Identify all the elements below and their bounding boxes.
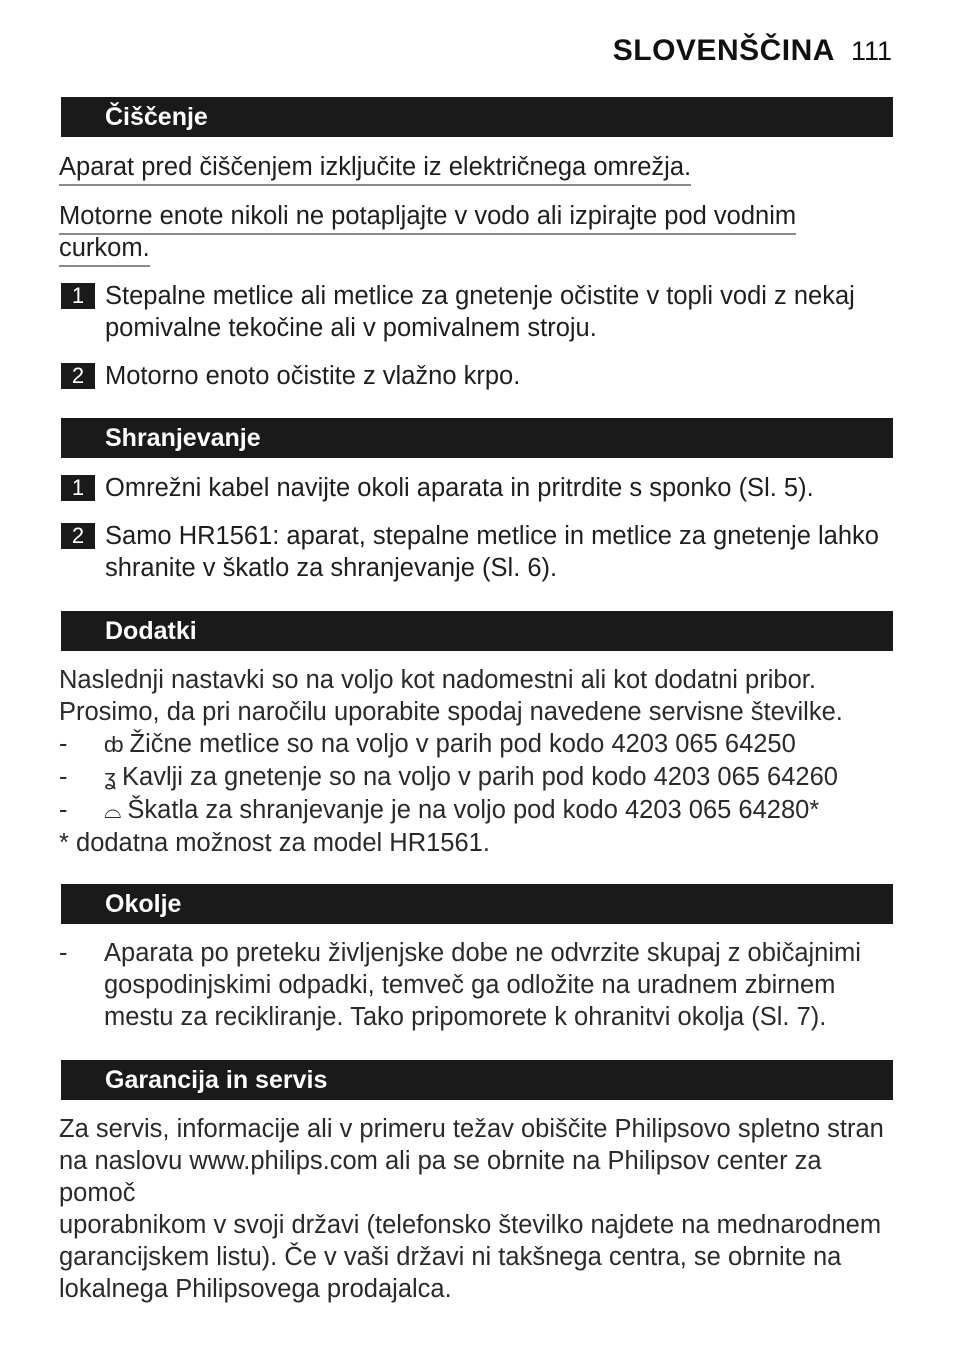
section-heading-cleaning: Čiščenje — [61, 97, 893, 137]
language-title: SLOVENŠČINA — [612, 34, 835, 67]
accessory-item: - ȸ Žične metlice so na voljo v parih pod kodo 4203 065 64250 — [59, 728, 899, 761]
accessory-item: - ʓ Kavlji za gnetenje so na voljo v parih pod kodo 4203 065 64260 — [59, 761, 899, 794]
cleaning-warning-2: Motorne enote nikoli ne potapljajte v vodo ali izpirajte pod vodnim curkom. — [59, 200, 859, 264]
dough-hook-icon: ʓ — [104, 765, 116, 790]
section-heading-accessories: Dodatki — [61, 611, 893, 651]
storage-box-icon: ⌓ — [104, 798, 122, 823]
step-text-line: pomivalne tekočine ali v pomivalnem stroju. — [105, 314, 597, 342]
guarantee-line: Za servis, informacije ali v primeru težav obiščite Philipsovo spletno stran — [59, 1115, 884, 1143]
accessories-intro-line: Naslednji nastavki so na voljo kot nadomestni ali kot dodatni pribor. — [59, 666, 816, 694]
environment-line: Aparata po preteku življenjske dobe ne odvrzite skupaj z običajnimi — [104, 939, 861, 967]
accessory-item: - ⌓ Škatla za shranjevanje je na voljo pod kodo 4203 065 64280* — [59, 794, 899, 827]
step-text: Motorno enoto očistite z vlažno krpo. — [105, 362, 521, 390]
step-text-line: Samo HR1561: aparat, stepalne metlice in metlice za gnetenje lahko — [105, 522, 879, 550]
step-number: 2 — [61, 523, 95, 549]
environment-item: - Aparata po preteku življenjske dobe ne odvrzite skupaj z običajnimi gospodinjskimi odpadki, temveč ga odložite na uradnem zbirnem mestu za recikliranje. Tako pripomorete k ohranitvi okolja (Sl. 7). — [59, 939, 861, 1031]
guarantee-line: lokalnega Philipsovega prodajalca. — [59, 1275, 452, 1303]
guarantee-line: garancijskem listu). Če v vaši državi ni takšnega centra, se obrnite na — [59, 1243, 842, 1271]
guarantee-body — [59, 1113, 899, 1305]
cleaning-warning-1: Aparat pred čiščenjem izključite iz električnega omrežja. — [59, 151, 691, 183]
guarantee-line: na naslovu www.philips.com ali pa se obrnite na Philipsov center za pomoč — [59, 1147, 822, 1207]
storage-step-1 — [61, 472, 901, 504]
accessories-intro-line: Prosimo, da pri naročilu uporabite spodaj navedene servisne številke. — [59, 698, 843, 726]
section-heading-storage: Shranjevanje — [61, 418, 893, 458]
storage-step-2 — [61, 520, 901, 584]
cleaning-step-2 — [61, 360, 901, 392]
cleaning-step-1 — [61, 280, 901, 344]
accessories-footnote: * dodatna možnost za model HR1561. — [59, 829, 490, 857]
guarantee-line: uporabnikom v svoji državi (telefonsko številko najdete na mednarodnem — [59, 1211, 882, 1239]
step-text: Omrežni kabel navijte okoli aparata in pritrdite s sponko (Sl. 5). — [105, 474, 814, 502]
accessories-body — [59, 664, 899, 859]
step-text-line: shranite v škatlo za shranjevanje (Sl. 6). — [105, 554, 558, 582]
environment-line: mestu za recikliranje. Tako pripomorete k ohranitvi okolja (Sl. 7). — [104, 1003, 827, 1031]
page-number: 111 — [850, 36, 892, 66]
environment-line: gospodinjskimi odpadki, temveč ga odložite na uradnem zbirnem — [104, 971, 836, 999]
section-heading-guarantee: Garancija in servis — [61, 1060, 893, 1100]
step-text-line: Stepalne metlice ali metlice za gnetenje očistite v topli vodi z nekaj — [105, 282, 855, 310]
section-heading-environment: Okolje — [61, 884, 893, 924]
page-header — [613, 34, 892, 68]
step-number: 1 — [61, 475, 95, 501]
step-number: 1 — [61, 283, 95, 309]
whisk-icon: ȸ — [104, 732, 124, 757]
step-number: 2 — [61, 363, 95, 389]
